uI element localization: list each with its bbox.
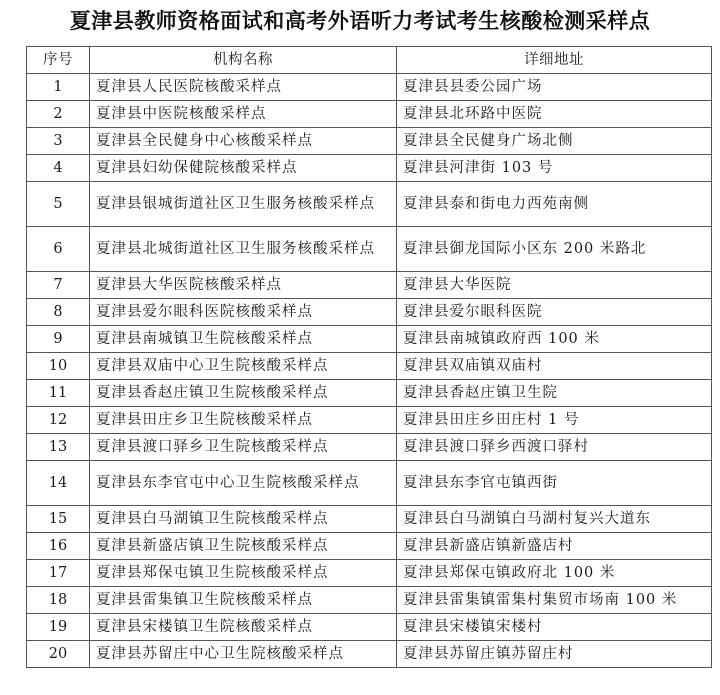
- row-num: 1: [27, 74, 90, 101]
- row-address: 夏津县全民健身广场北侧: [397, 128, 712, 155]
- table-row: [27, 155, 712, 182]
- table-row: [27, 380, 712, 407]
- row-address: 夏津县雷集镇雷集村集贸市场南 100 米: [397, 587, 712, 614]
- row-name: 夏津县渡口驿乡卫生院核酸采样点: [90, 434, 397, 461]
- table-row: [27, 587, 712, 614]
- row-address: 夏津县渡口驿乡西渡口驿村: [397, 434, 712, 461]
- header-num: 序号: [27, 47, 90, 74]
- row-num: 14: [27, 461, 90, 506]
- row-name: 夏津县田庄乡卫生院核酸采样点: [90, 407, 397, 434]
- row-address: 夏津县宋楼镇宋楼村: [397, 614, 712, 641]
- row-name: 夏津县东李官屯中心卫生院核酸采样点: [90, 461, 397, 506]
- row-address: 夏津县苏留庄镇苏留庄村: [397, 641, 712, 668]
- header-name: 机构名称: [90, 47, 397, 74]
- table-row: [27, 614, 712, 641]
- row-name: 夏津县新盛店镇卫生院核酸采样点: [90, 533, 397, 560]
- row-num: 15: [27, 506, 90, 533]
- row-address: 夏津县大华医院: [397, 272, 712, 299]
- row-address: 夏津县泰和街电力西苑南侧: [397, 182, 712, 227]
- table-row: [27, 128, 712, 155]
- row-name: 夏津县银城街道社区卫生服务核酸采样点: [90, 182, 397, 227]
- row-name: 夏津县宋楼镇卫生院核酸采样点: [90, 614, 397, 641]
- row-num: 18: [27, 587, 90, 614]
- row-num: 16: [27, 533, 90, 560]
- table-row: [27, 74, 712, 101]
- row-address: 夏津县爱尔眼科医院: [397, 299, 712, 326]
- table-row: [27, 272, 712, 299]
- row-num: 10: [27, 353, 90, 380]
- row-num: 9: [27, 326, 90, 353]
- row-address: 夏津县田庄乡田庄村 1 号: [397, 407, 712, 434]
- table-row: [27, 533, 712, 560]
- table-row: [27, 326, 712, 353]
- row-address: 夏津县郑保屯镇政府北 100 米: [397, 560, 712, 587]
- table-row: [27, 182, 712, 227]
- row-address: 夏津县北环路中医院: [397, 101, 712, 128]
- row-name: 夏津县北城街道社区卫生服务核酸采样点: [90, 227, 397, 272]
- table-row: [27, 299, 712, 326]
- row-name: 夏津县妇幼保健院核酸采样点: [90, 155, 397, 182]
- table-row: [27, 407, 712, 434]
- header-address: 详细地址: [397, 47, 712, 74]
- table-row: [27, 560, 712, 587]
- row-name: 夏津县苏留庄中心卫生院核酸采样点: [90, 641, 397, 668]
- table-row: [27, 641, 712, 668]
- row-address: 夏津县南城镇政府西 100 米: [397, 326, 712, 353]
- row-address: 夏津县白马湖镇白马湖村复兴大道东: [397, 506, 712, 533]
- table-row: [27, 227, 712, 272]
- row-address: 夏津县双庙镇双庙村: [397, 353, 712, 380]
- table-row: [27, 434, 712, 461]
- row-name: 夏津县大华医院核酸采样点: [90, 272, 397, 299]
- row-num: 6: [27, 227, 90, 272]
- row-num: 11: [27, 380, 90, 407]
- row-num: 13: [27, 434, 90, 461]
- row-num: 20: [27, 641, 90, 668]
- row-name: 夏津县雷集镇卫生院核酸采样点: [90, 587, 397, 614]
- table-header-row: [27, 47, 712, 74]
- row-num: 5: [27, 182, 90, 227]
- row-name: 夏津县香赵庄镇卫生院核酸采样点: [90, 380, 397, 407]
- table-row: [27, 101, 712, 128]
- row-address: 夏津县香赵庄镇卫生院: [397, 380, 712, 407]
- sampling-sites-table: [26, 46, 712, 668]
- row-num: 7: [27, 272, 90, 299]
- table-row: [27, 461, 712, 506]
- row-name: 夏津县双庙中心卫生院核酸采样点: [90, 353, 397, 380]
- row-num: 19: [27, 614, 90, 641]
- row-name: 夏津县全民健身中心核酸采样点: [90, 128, 397, 155]
- row-num: 8: [27, 299, 90, 326]
- row-name: 夏津县中医院核酸采样点: [90, 101, 397, 128]
- row-name: 夏津县人民医院核酸采样点: [90, 74, 397, 101]
- row-name: 夏津县白马湖镇卫生院核酸采样点: [90, 506, 397, 533]
- row-address: 夏津县县委公园广场: [397, 74, 712, 101]
- row-address: 夏津县东李官屯镇西街: [397, 461, 712, 506]
- row-name: 夏津县爱尔眼科医院核酸采样点: [90, 299, 397, 326]
- row-address: 夏津县御龙国际小区东 200 米路北: [397, 227, 712, 272]
- row-num: 17: [27, 560, 90, 587]
- row-name: 夏津县郑保屯镇卫生院核酸采样点: [90, 560, 397, 587]
- row-num: 4: [27, 155, 90, 182]
- row-num: 12: [27, 407, 90, 434]
- table-row: [27, 353, 712, 380]
- page-title: 夏津县教师资格面试和高考外语听力考试考生核酸检测采样点: [69, 9, 651, 33]
- table-row: [27, 506, 712, 533]
- row-name: 夏津县南城镇卫生院核酸采样点: [90, 326, 397, 353]
- row-num: 2: [27, 101, 90, 128]
- row-address: 夏津县河津街 103 号: [397, 155, 712, 182]
- row-num: 3: [27, 128, 90, 155]
- row-address: 夏津县新盛店镇新盛店村: [397, 533, 712, 560]
